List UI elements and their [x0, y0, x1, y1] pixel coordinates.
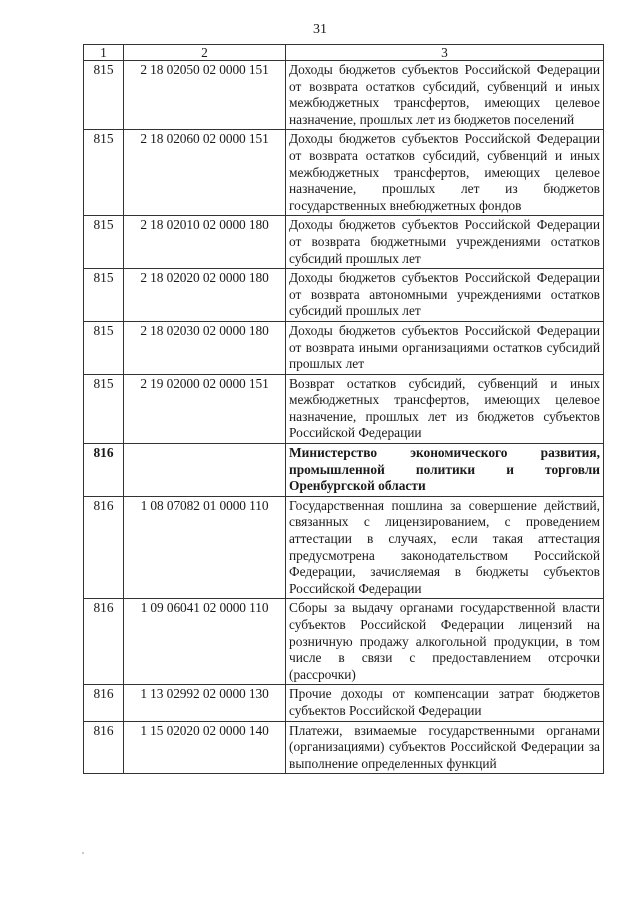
- admin-code-cell: 815: [84, 269, 124, 322]
- revenue-description-cell: Министерство экономического развития, промышленной политики и торговли Оренбургской области: [286, 444, 604, 497]
- revenue-code-cell: 1 13 02992 02 0000 130: [124, 685, 286, 721]
- revenue-description-cell: Прочие доходы от компенсации затрат бюджетов субъектов Российской Федерации: [286, 685, 604, 721]
- revenue-description-cell: Доходы бюджетов субъектов Российской Федерации от возврата автономными учреждениями остатков субсидий прошлых лет: [286, 269, 604, 322]
- admin-code-cell: 816: [84, 721, 124, 774]
- admin-code-cell: 816: [84, 685, 124, 721]
- column-header-code: 2: [124, 45, 286, 61]
- table-row: [84, 321, 604, 374]
- revenue-code-cell: 2 18 02010 02 0000 180: [124, 216, 286, 269]
- revenue-description-cell: Доходы бюджетов субъектов Российской Федерации от возврата остатков субсидий, субвенций и иных межбюджетных трансфертов, имеющих целевое назначение, прошлых лет из бюджетов государственных внебюджетных фондов: [286, 130, 604, 216]
- table-section-row: [84, 444, 604, 497]
- table-row: [84, 685, 604, 721]
- revenue-description-cell: Доходы бюджетов субъектов Российской Федерации от возврата иными организациями остатков субсидий прошлых лет: [286, 321, 604, 374]
- table-header-row: [84, 45, 604, 61]
- scan-speck: [82, 852, 84, 854]
- budget-revenue-table: [83, 44, 604, 774]
- table-row: [84, 374, 604, 443]
- table-row: [84, 216, 604, 269]
- table-row: [84, 599, 604, 685]
- revenue-description-cell: Возврат остатков субсидий, субвенций и иных межбюджетных трансфертов, имеющих целевое назначение, прошлых лет из бюджетов субъектов Российской Федерации: [286, 374, 604, 443]
- admin-code-cell: 815: [84, 61, 124, 130]
- table-body: [84, 61, 604, 774]
- column-header-admin: 1: [84, 45, 124, 61]
- revenue-code-cell: [124, 444, 286, 497]
- table-row: [84, 496, 604, 599]
- table-row: [84, 130, 604, 216]
- admin-code-cell: 815: [84, 321, 124, 374]
- revenue-code-cell: 1 15 02020 02 0000 140: [124, 721, 286, 774]
- admin-code-cell: 816: [84, 496, 124, 599]
- revenue-code-cell: 1 09 06041 02 0000 110: [124, 599, 286, 685]
- revenue-code-cell: 2 18 02020 02 0000 180: [124, 269, 286, 322]
- table-row: [84, 721, 604, 774]
- revenue-description-cell: Доходы бюджетов субъектов Российской Федерации от возврата остатков субсидий, субвенций и иных межбюджетных трансфертов, имеющих целевое назначение, прошлых лет из бюджетов поселений: [286, 61, 604, 130]
- admin-code-cell: 816: [84, 444, 124, 497]
- revenue-description-cell: Государственная пошлина за совершение действий, связанных с лицензированием, с проведением аттестации в случаях, если такая аттестация предусмотрена законодательством Российской Федерации, зачисляемая в бюджеты субъектов Российской Федерации: [286, 496, 604, 599]
- admin-code-cell: 815: [84, 130, 124, 216]
- revenue-description-cell: Платежи, взимаемые государственными органами (организациями) субъектов Российской Федерации за выполнение определенных функций: [286, 721, 604, 774]
- column-header-description: 3: [286, 45, 604, 61]
- revenue-code-cell: 2 18 02060 02 0000 151: [124, 130, 286, 216]
- revenue-description-cell: Доходы бюджетов субъектов Российской Федерации от возврата бюджетными учреждениями остатков субсидий прошлых лет: [286, 216, 604, 269]
- revenue-code-cell: 1 08 07082 01 0000 110: [124, 496, 286, 599]
- revenue-code-cell: 2 18 02030 02 0000 180: [124, 321, 286, 374]
- page-number: 31: [313, 22, 327, 37]
- revenue-code-cell: 2 18 02050 02 0000 151: [124, 61, 286, 130]
- revenue-code-cell: 2 19 02000 02 0000 151: [124, 374, 286, 443]
- table-row: [84, 269, 604, 322]
- admin-code-cell: 815: [84, 216, 124, 269]
- revenue-description-cell: Сборы за выдачу органами государственной власти субъектов Российской Федерации лицензий на розничную продажу алкогольной продукции, в том числе в связи с предоставлением отсрочки (рассрочки): [286, 599, 604, 685]
- table-row: [84, 61, 604, 130]
- admin-code-cell: 816: [84, 599, 124, 685]
- admin-code-cell: 815: [84, 374, 124, 443]
